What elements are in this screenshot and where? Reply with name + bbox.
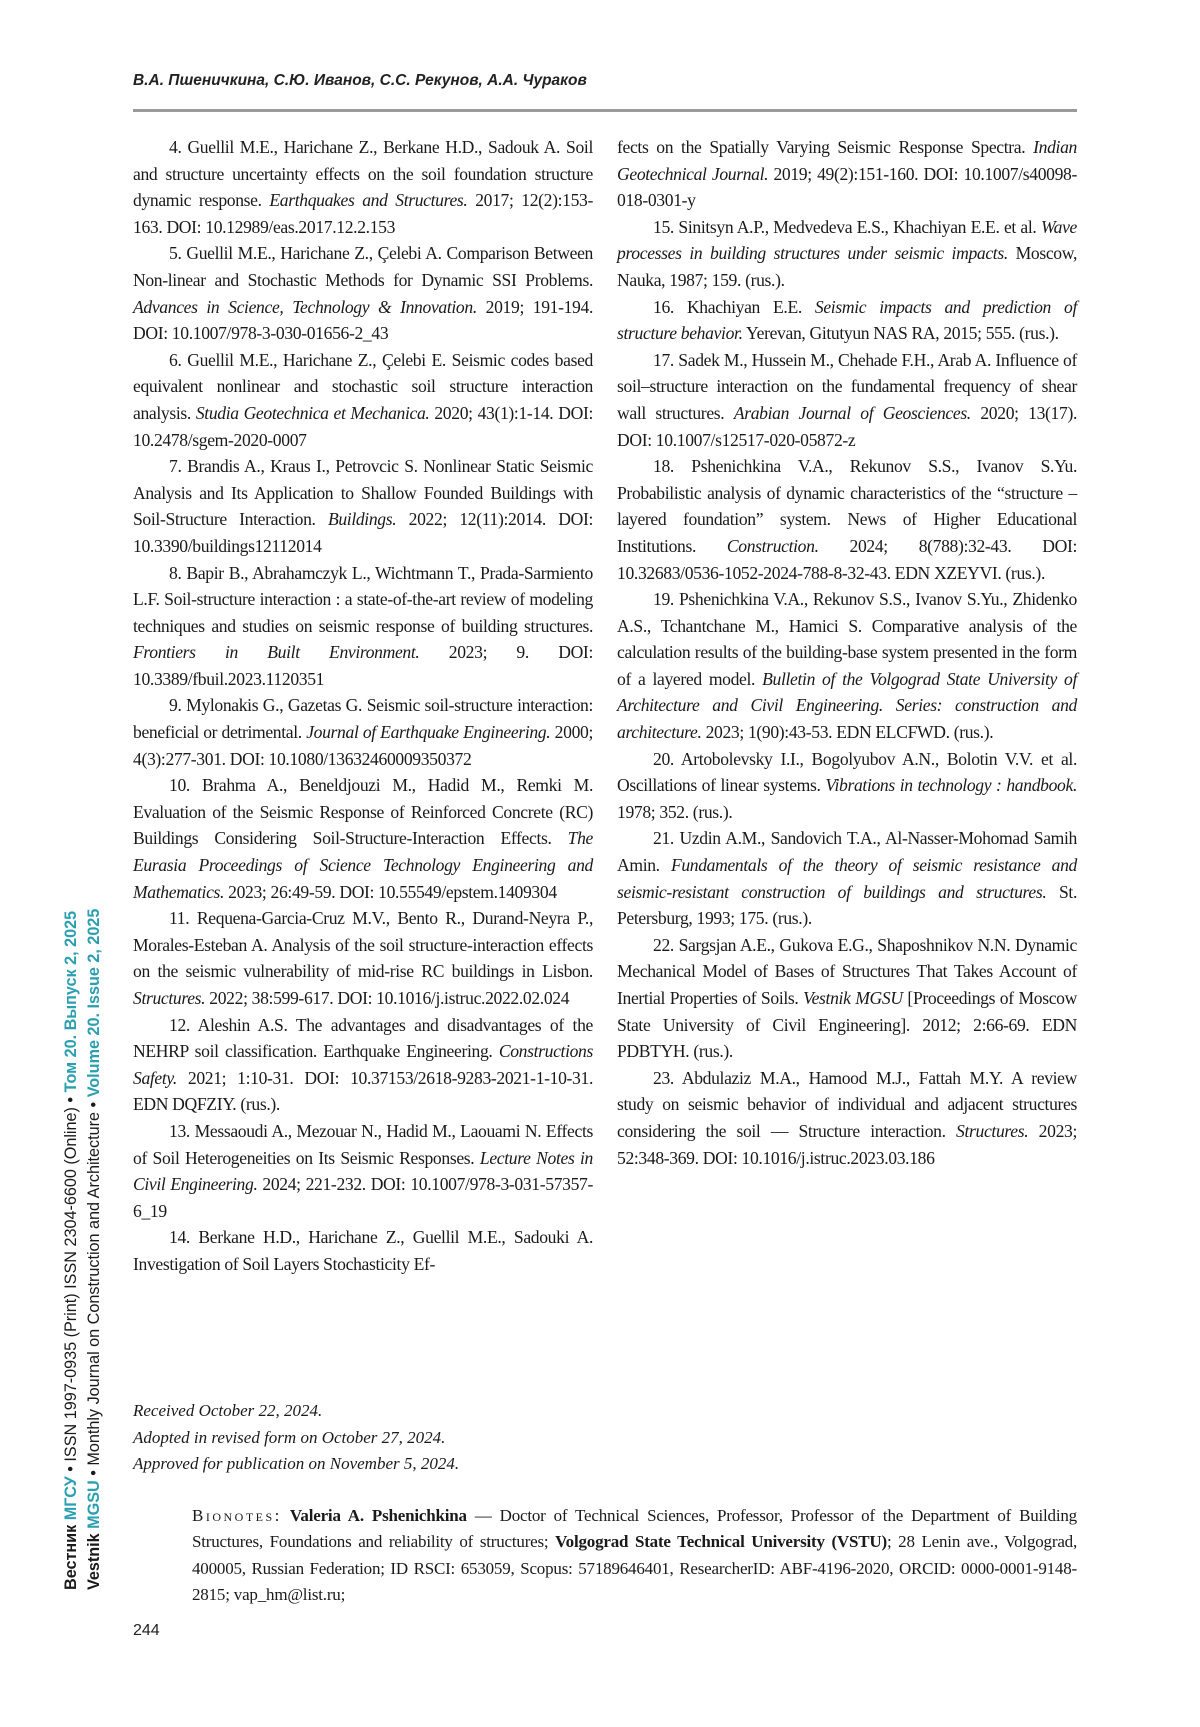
bionotes-block <box>192 1503 1077 1609</box>
reference-source-title: Frontiers in Built Environment. <box>133 642 420 663</box>
reference-source-title: Arabian Journal of Geosciences. <box>733 402 971 423</box>
sidebar-segment: • Monthly Journal on Construction and Architecture • <box>85 1097 103 1481</box>
reference-source-title: Constructions Safety. <box>133 1041 593 1088</box>
reference-text: 2023; 9. DOI: 10.3389/fbuil.2023.1120351 <box>133 642 593 689</box>
reference-text: [Proceedings of Moscow State University of Civil Engineering]. 2012; 2:66-69. EDN PDBTYH. (rus.). <box>617 988 1077 1062</box>
reference-item <box>617 347 1077 453</box>
reference-text: 2019; 191-194. DOI: 10.1007/978-3-030-01656-2_43 <box>133 296 593 344</box>
references-right-column <box>617 134 1077 1171</box>
reference-item <box>133 1118 593 1224</box>
reference-source-title: Lecture Notes in Civil Engineering. <box>133 1147 593 1195</box>
reference-text: 4. Guellil M.E., Harichane Z., Berkane H.D., Sadouk A. Soil and structure uncertainty effects on the soil foundation structure dynamic response. <box>133 137 593 211</box>
reference-source-title: Fundamentals of the theory of seismic resistance and seismic-resistant construction of buildings and structures. <box>617 855 1077 902</box>
reference-source-title: Seismic impacts and prediction of structure behavior. <box>617 296 1077 344</box>
reference-item <box>133 453 593 559</box>
reference-source-title: Journal of Earthquake Engineering. <box>306 722 551 743</box>
reference-item <box>133 347 593 453</box>
reference-text: 23. Abdulaziz M.A., Hamood M.J., Fattah M.Y. A review study on seismic behavior of individual and adjacent structures considering the soil — Structure interaction. <box>617 1067 1077 1141</box>
running-head-authors: В.А. Пшеничкина, С.Ю. Иванов, С.С. Рекунов, А.А. Чураков <box>133 72 587 89</box>
reference-source-title: Wave processes in building structures under seismic impacts. <box>617 216 1077 264</box>
reference-source-title: Studia Geotechnica et Mechanica. <box>195 402 430 423</box>
reference-item <box>617 586 1077 746</box>
reference-text: 17. Sadek M., Hussein M., Chehade F.H., Arab A. Influence of soil–structure interaction on the fundamental frequency of shear wall structures. <box>617 349 1077 423</box>
reference-text: Yerevan, Gitutyun NAS RA, 2015; 555. (rus.). <box>742 323 1059 344</box>
page-number: 244 <box>133 1622 160 1639</box>
reference-source-title: Structures. <box>133 988 206 1008</box>
reference-text: 11. Requena-Garcia-Cruz M.V., Bento R., Durand-Neyra P., Morales-Esteban A. Analysis of the soil structure-interaction effects on the seismic vulnerability of mid-rise RC buildings in Lisbon. <box>133 908 593 982</box>
reference-text: 14. Berkane H.D., Harichane Z., Guellil M.E., Sadouki A. Investigation of Soil Layers Stochasticity Ef- <box>133 1227 593 1274</box>
reference-item <box>617 746 1077 826</box>
sidebar-line-russian <box>60 909 83 1590</box>
reference-text: 2020; 13(17). DOI: 10.1007/s12517-020-05872-z <box>617 402 1078 450</box>
reference-source-title: Vibrations in technology : handbook. <box>825 775 1077 796</box>
reference-text: 10. Brahma A., Beneldjouzi M., Hadid M., Remki M. Evaluation of the Seismic Response of Reinforced Concrete (RC) Buildings Considering Soil-Structure-Interaction Effects. <box>133 775 593 849</box>
sidebar-segment: MGSU <box>85 1480 103 1529</box>
reference-text: 2020; 43(1):1-14. DOI: 10.2478/sgem-2020-0007 <box>133 402 594 450</box>
reference-text: 5. Guellil M.E., Harichane Z., Çelebi A. Comparison Between Non-linear and Stochastic Methods for Dynamic SSI Problems. <box>133 243 593 290</box>
reference-item <box>617 1065 1077 1171</box>
reference-text: 2024; 221-232. DOI: 10.1007/978-3-031-57357-6_19 <box>133 1174 593 1221</box>
sidebar-segment: • ISSN 1997-0935 (Print) ISSN 2304-6600 (Online) • <box>62 1092 80 1477</box>
sidebar-segment: Vestnik <box>85 1528 103 1590</box>
reference-source-title: Structures. <box>956 1120 1029 1141</box>
author-institution: Volgograd State Technical University (VSTU) <box>555 1532 887 1552</box>
reference-source-title: Bulletin of the Volgograd State University of Architecture and Civil Engineering. Series: construction and architecture. <box>617 668 1077 743</box>
reference-text: 1978; 352. (rus.). <box>617 801 733 822</box>
reference-item <box>133 134 593 240</box>
sidebar-segment: Том 20. Выпуск 2, 2025 <box>62 910 80 1093</box>
reference-text: 2019; 49(2):151-160. DOI: 10.1007/s40098-018-0301-y <box>617 163 1077 211</box>
sidebar-segment: Вестник <box>62 1520 80 1590</box>
reference-text: 18. Pshenichkina V.A., Rekunov S.S., Ivanov S.Yu. Probabilistic analysis of dynamic characteristics of the “structure – layered foundation” system. News of Higher Educational Institutions. <box>617 456 1077 556</box>
reference-text: 2023; 26:49-59. DOI: 10.55549/epstem.1409304 <box>224 881 557 902</box>
reference-source-title: Buildings. <box>327 509 397 530</box>
received-date: Received October 22, 2024. <box>133 1401 323 1420</box>
reference-item <box>133 240 593 346</box>
sidebar-segment: МГСУ <box>62 1476 80 1521</box>
reference-item <box>133 772 593 905</box>
reference-text: 13. Messaoudi A., Mezouar N., Hadid M., Laouami N. Effects of Soil Heterogeneities on Its Seismic Responses. <box>133 1120 593 1168</box>
reference-text: 8. Bapir B., Abrahamczyk L., Wichtmann T., Prada-Sarmiento L.F. Soil-structure interaction : a state-of-the-art review of modeling techniques and studies on seismic response of building structures. <box>133 562 593 636</box>
sidebar-segment: Volume 20. Issue 2, 2025 <box>85 908 103 1098</box>
reference-source-title: Advances in Science, Technology & Innovation. <box>133 296 477 317</box>
approved-date: Approved for publication on November 5, 2024. <box>133 1454 460 1473</box>
reference-text: 9. Mylonakis G., Gazetas G. Seismic soil-structure interaction: beneficial or detrimental. <box>133 695 593 743</box>
reference-item <box>617 932 1077 1065</box>
reference-text: 7. Brandis A., Kraus I., Petrovcic S. Nonlinear Static Seismic Analysis and Its Application to Shallow Founded Buildings with Soil-Structure Interaction. <box>133 456 593 530</box>
author-contacts: ; 28 Lenin ave., Volgograd, 400005, Russian Federation; ID RSCI: 653059, Scopus: 57189646401, ResearcherID: ABF-4196-2020, ORCID: 0000-0001-9148-2815; vap_hm@list.ru; <box>192 1532 1078 1605</box>
reference-text: 2017; 12(2):153-163. DOI: 10.12989/eas.2017.12.2.153 <box>133 190 593 237</box>
reference-item <box>133 905 593 1011</box>
reference-text: 2023; 52:348-369. DOI: 10.1016/j.istruc.2023.03.186 <box>617 1120 1077 1168</box>
reference-source-title: Construction. <box>726 535 819 556</box>
reference-text: Moscow, Nauka, 1987; 159. (rus.). <box>617 243 1078 290</box>
reference-item <box>133 1012 593 1118</box>
reference-text: fects on the Spatially Varying Seismic Response Spectra. <box>617 137 1034 157</box>
bionotes-label: Bionotes: <box>192 1506 282 1525</box>
reference-text: 12. Aleshin A.S. The advantages and disadvantages of the NEHRP soil classification. Earthquake Engineering. <box>133 1014 593 1062</box>
reference-text: 2023; 1(90):43-53. EDN ELCFWD. (rus.). <box>701 722 994 743</box>
reference-source-title: Vestnik MGSU <box>803 988 903 1008</box>
author-description: — Doctor of Technical Sciences, Professor, Professor of the Department of Building Structures, Foundations and reliability of structures; <box>192 1506 1077 1552</box>
reference-item <box>133 560 593 693</box>
article-dates <box>133 1398 459 1478</box>
reference-text: 21. Uzdin A.M., Sandovich T.A., Al-Nasser-Mohomad Samih Amin. <box>617 828 1077 876</box>
reference-text: 19. Pshenichkina V.A., Rekunov S.S., Ivanov S.Yu., Zhidenko A.S., Tchantchane M., Hamici S. Comparative analysis of the calculation results of the building-base system presented in the form of a layered model. <box>617 589 1077 689</box>
reference-text: St. Petersburg, 1993; 175. (rus.). <box>617 881 1077 929</box>
sidebar-line-english <box>83 909 106 1590</box>
reference-item <box>617 134 1077 214</box>
reference-item <box>133 692 593 772</box>
reference-item <box>617 214 1077 294</box>
reference-text: 20. Artobolevsky I.I., Bogolyubov A.N., Bolotin V.V. et al. Oscillations of linear systems. <box>617 748 1077 796</box>
reference-text: 2000; 4(3):277-301. DOI: 10.1080/13632460009350372 <box>133 722 593 769</box>
reference-source-title: Earthquakes and Structures. <box>269 190 468 211</box>
reference-text: 16. Khachiyan E.E. <box>653 296 815 317</box>
adopted-date: Adopted in revised form on October 27, 2024. <box>133 1427 446 1447</box>
sidebar-journal-info <box>60 909 106 1590</box>
reference-text: 22. Sargsjan A.E., Gukova E.G., Shaposhnikov N.N. Dynamic Mechanical Model of Bases of Structures That Takes Account of Inertial Properties of Soils. <box>617 934 1077 1008</box>
reference-source-title: The Eurasia Proceedings of Science Technology Engineering and Mathematics. <box>133 828 593 902</box>
reference-item <box>617 294 1077 347</box>
reference-item <box>617 453 1077 586</box>
reference-text: 2022; 38:599-617. DOI: 10.1016/j.istruc.2022.02.024 <box>205 988 570 1008</box>
references-left-column <box>133 134 593 1278</box>
reference-text: 15. Sinitsyn A.P., Medvedeva E.S., Khachiyan E.E. et al. <box>653 216 1041 237</box>
reference-item <box>133 1224 593 1277</box>
reference-source-title: Indian Geotechnical Journal. <box>617 137 1077 184</box>
header-rule <box>133 109 1077 112</box>
reference-text: 2021; 1:10-31. DOI: 10.37153/2618-9283-2021-1-10-31. EDN DQFZIY. (rus.). <box>133 1067 593 1115</box>
reference-text: 6. Guellil M.E., Harichane Z., Çelebi E. Seismic codes based equivalent nonlinear and stochastic soil structure interaction analysis. <box>133 349 593 423</box>
reference-item <box>617 825 1077 931</box>
author-name: Valeria A. Pshenichkina <box>289 1506 467 1525</box>
reference-text: 2022; 12(11):2014. DOI: 10.3390/buildings12112014 <box>133 509 593 556</box>
reference-text: 2024; 8(788):32-43. DOI: 10.32683/0536-1052-2024-788-8-32-43. EDN XZEYVI. (rus.). <box>617 535 1077 583</box>
